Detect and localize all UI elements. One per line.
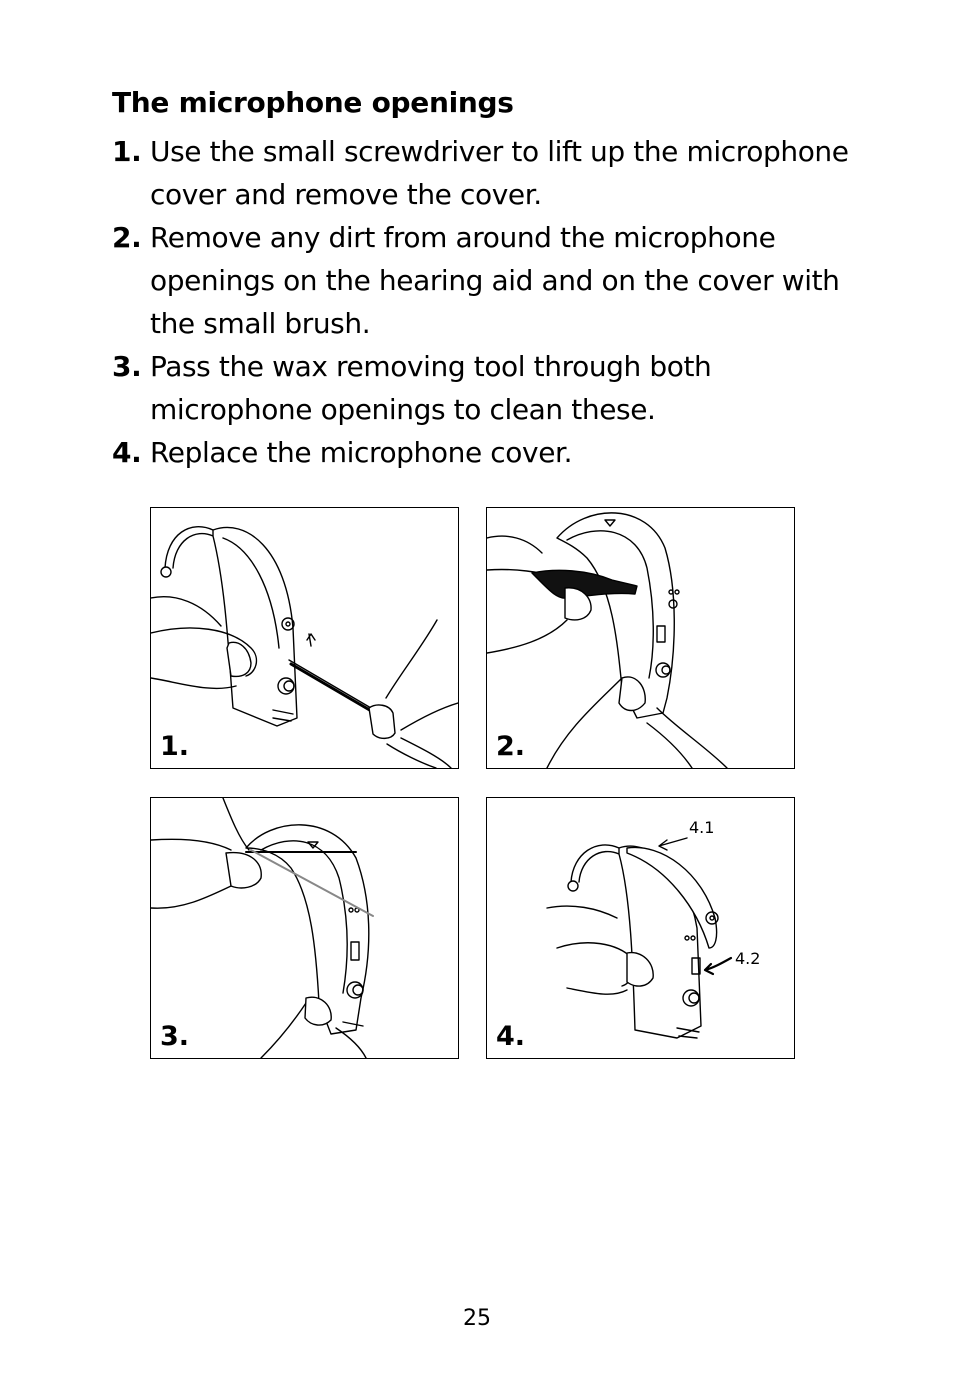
step-text: Remove any dirt from around the microphone openings on the hearing aid and on the cover with the small brush. [150,221,840,340]
figure-label: 3. [160,1021,190,1052]
page-number: 25 [463,1306,491,1331]
step-number: 1. [112,135,142,168]
step-text: Replace the microphone cover. [150,436,573,469]
section-heading: The microphone openings [112,86,514,119]
hearing-aid-wax-tool-illustration [151,798,458,1058]
figure-label: 4. [496,1021,526,1052]
figure-2-panel [486,507,795,769]
step-number: 3. [112,350,142,383]
hearing-aid-screwdriver-illustration [151,508,458,768]
step-number: 4. [112,436,142,469]
step-3 [112,345,872,431]
callout-label-4-2: 4.2 [735,949,761,968]
step-text: Use the small screwdriver to lift up the microphone cover and remove the cover. [150,135,849,211]
step-2 [112,216,872,345]
step-text: Pass the wax removing tool through both microphone openings to clean these. [150,350,712,426]
step-1 [112,130,872,216]
instruction-list [112,130,872,474]
step-4 [112,431,872,474]
figure-4-panel [486,797,795,1059]
figure-label: 2. [496,731,526,762]
figure-label: 1. [160,731,190,762]
callout-label-4-1: 4.1 [689,818,715,837]
hearing-aid-brush-illustration [487,508,794,768]
hearing-aid-replace-cover-illustration [487,798,794,1058]
figure-1-panel [150,507,459,769]
step-number: 2. [112,221,142,254]
figure-3-panel [150,797,459,1059]
